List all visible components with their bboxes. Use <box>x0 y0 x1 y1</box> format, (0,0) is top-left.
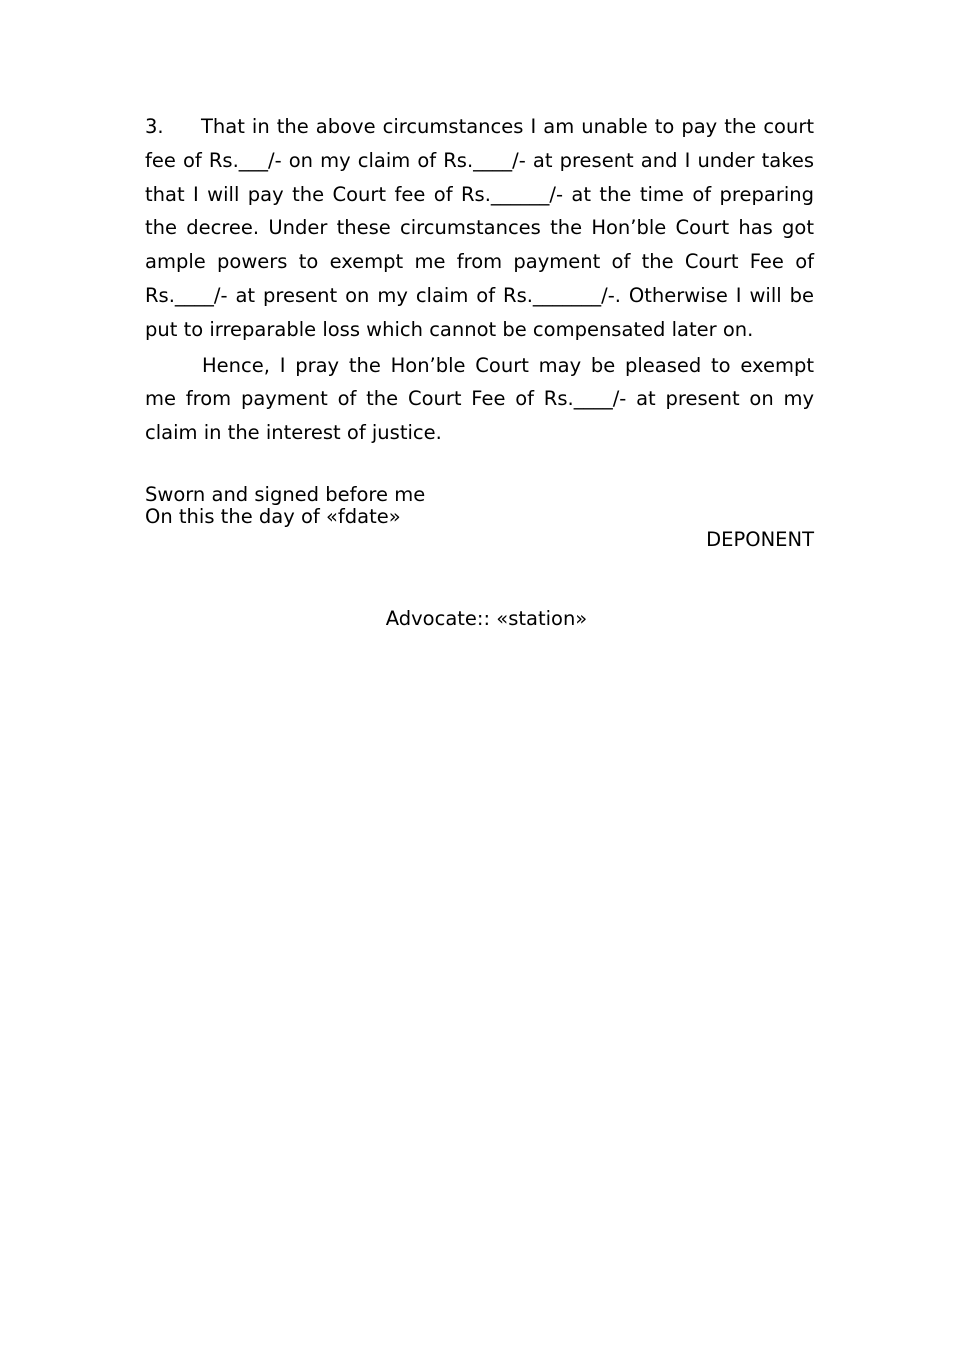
deponent-label: DEPONENT <box>706 527 814 551</box>
paragraph-3-text: That in the above circumstances I am unable to pay the court fee of Rs.___/- on my claim of Rs.____/- at present and I under takes that I will pay the Court fee of Rs.______/- at the time of preparing the decree. Under these circumstances the Hon’ble Court has got ample powers to exempt me from payment of the Court Fee of Rs.____/- at present on my claim of Rs._______/-. Otherwise I will be put to irreparable loss which cannot be compensated later on. <box>145 115 814 341</box>
date-line: On this the day of «fdate» <box>145 505 401 529</box>
sworn-block <box>145 484 814 529</box>
paragraph-number: 3. <box>145 115 164 138</box>
paragraph-3 <box>145 110 814 347</box>
prayer-paragraph: Hence, I pray the Hon’ble Court may be pleased to exempt me from payment of the Court Fee of Rs.____/- at present on my claim in the interest of justice. <box>145 353 814 445</box>
advocate-line: Advocate:: «station» <box>385 606 588 630</box>
document-page <box>145 110 814 630</box>
sworn-line: Sworn and signed before me <box>145 482 426 506</box>
